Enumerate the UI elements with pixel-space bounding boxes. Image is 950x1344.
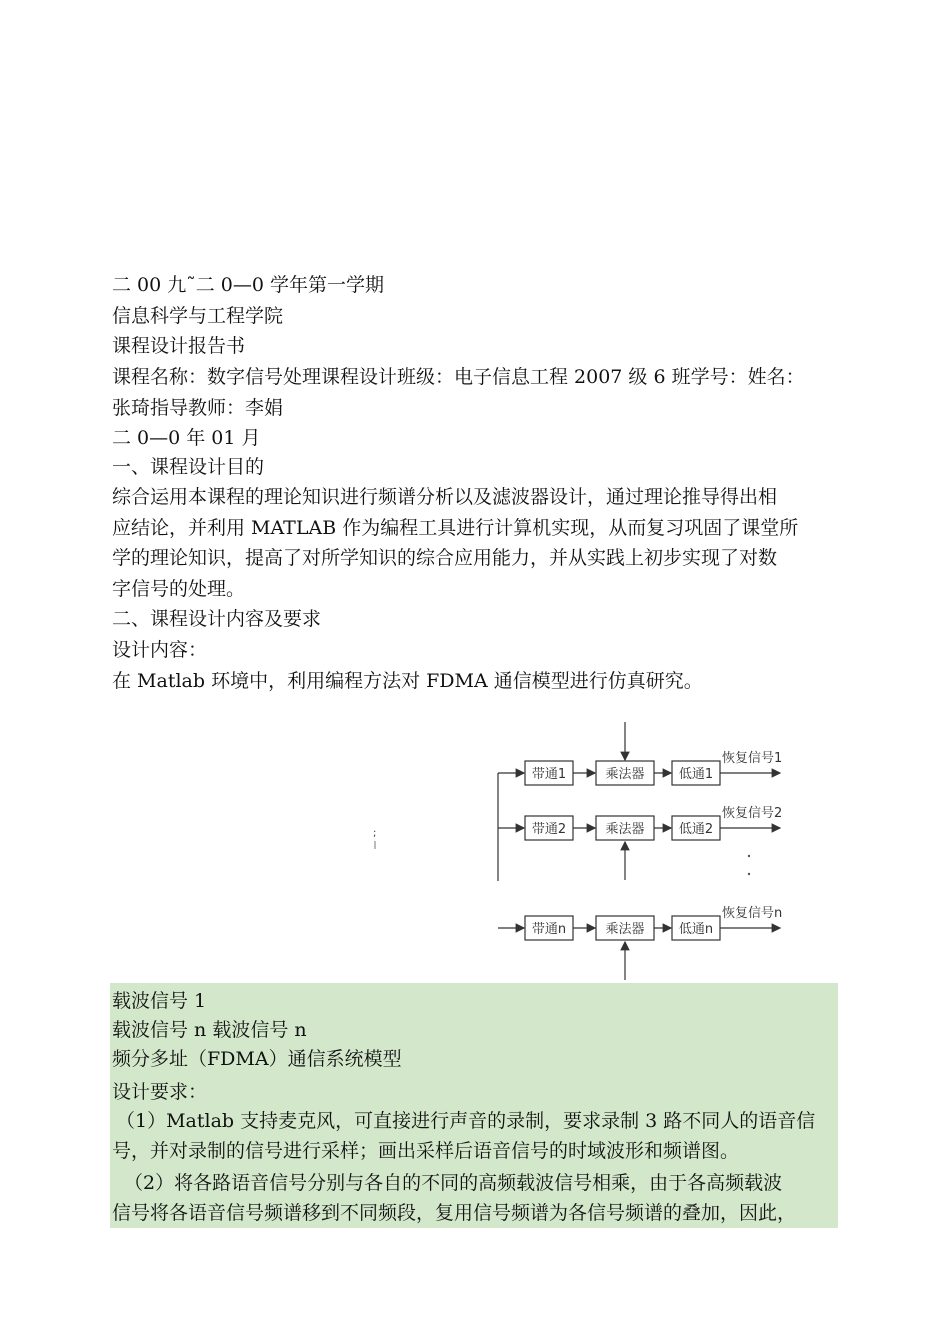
ellipsis-dot [748, 855, 750, 857]
design-requirements-label: 设计要求： [112, 1081, 208, 1103]
student-teacher-line: 张琦指导教师：李娟 [112, 397, 284, 419]
row2-lowpass-label: 低通2 [678, 822, 714, 837]
fdma-diagram [360, 718, 790, 984]
design-content-text: 在 Matlab 环境中，利用编程方法对 FDMA 通信模型进行仿真研究。 [112, 670, 703, 692]
carrier-label-n: 载波信号 n 载波信号 n [112, 1019, 307, 1041]
rown-mixer-label: 乘法器 [605, 922, 645, 937]
row1-bandpass-label: 带通1 [531, 767, 567, 782]
report-title: 课程设计报告书 [112, 335, 246, 357]
section1-paragraph-line: 学的理论知识，提高了对所学知识的综合应用能力，并从实践上初步实现了对数 [112, 547, 778, 569]
requirement-line: （1）Matlab 支持麦克风，可直接进行声音的录制，要求录制 3 路不同人的语音信 [116, 1110, 816, 1132]
school-name: 信息科学与工程学院 [112, 305, 284, 327]
fdma-diagram-svg [360, 718, 790, 984]
figure-caption: 频分多址（FDMA）通信系统模型 [112, 1048, 402, 1070]
ellipsis-dot [748, 873, 750, 875]
requirement-line: 号，并对录制的信号进行采样；画出采样后语音信号的时域波形和频谱图。 [112, 1140, 740, 1162]
row2-output-label: 恢复信号2 [722, 806, 783, 821]
course-info-line: 课程名称：数字信号处理课程设计班级：电子信息工程 2007 级 6 班学号：姓名： [112, 366, 805, 388]
design-content-label: 设计内容： [112, 639, 208, 661]
row2-bandpass-label: 带通2 [531, 822, 567, 837]
section1-paragraph-line: 字信号的处理。 [112, 578, 246, 600]
row1-mixer-label: 乘法器 [605, 767, 645, 782]
section1-paragraph-line: 综合运用本课程的理论知识进行频谱分析以及滤波器设计，通过理论推导得出相 [112, 486, 778, 508]
semester-line: 二 00 九˜二 0—0 学年第一学期 [112, 274, 385, 296]
diagram-mark: ; [373, 828, 377, 839]
section2-heading: 二、课程设计内容及要求 [112, 608, 322, 630]
row1-output-label: 恢复信号1 [722, 751, 783, 766]
row1-lowpass-label: 低通1 [678, 767, 714, 782]
section1-paragraph-line: 应结论，并利用 MATLAB 作为编程工具进行计算机实现，从而复习巩固了课堂所 [112, 517, 799, 539]
row2-mixer-label: 乘法器 [605, 822, 645, 837]
report-date: 二 0—0 年 01 月 [112, 427, 261, 449]
section1-heading: 一、课程设计目的 [112, 456, 265, 478]
rown-bandpass-label: 带通n [531, 922, 567, 937]
requirement-line: 信号将各语音信号频谱移到不同频段，复用信号频谱为各信号频谱的叠加，因此， [112, 1202, 797, 1224]
requirement-line: （2）将各路语音信号分别与各自的不同的高频载波信号相乘，由于各高频载波 [124, 1172, 783, 1194]
rown-output-label: 恢复信号n [722, 906, 783, 921]
rown-lowpass-label: 低通n [678, 922, 714, 937]
carrier-label-1: 载波信号 1 [112, 990, 207, 1012]
